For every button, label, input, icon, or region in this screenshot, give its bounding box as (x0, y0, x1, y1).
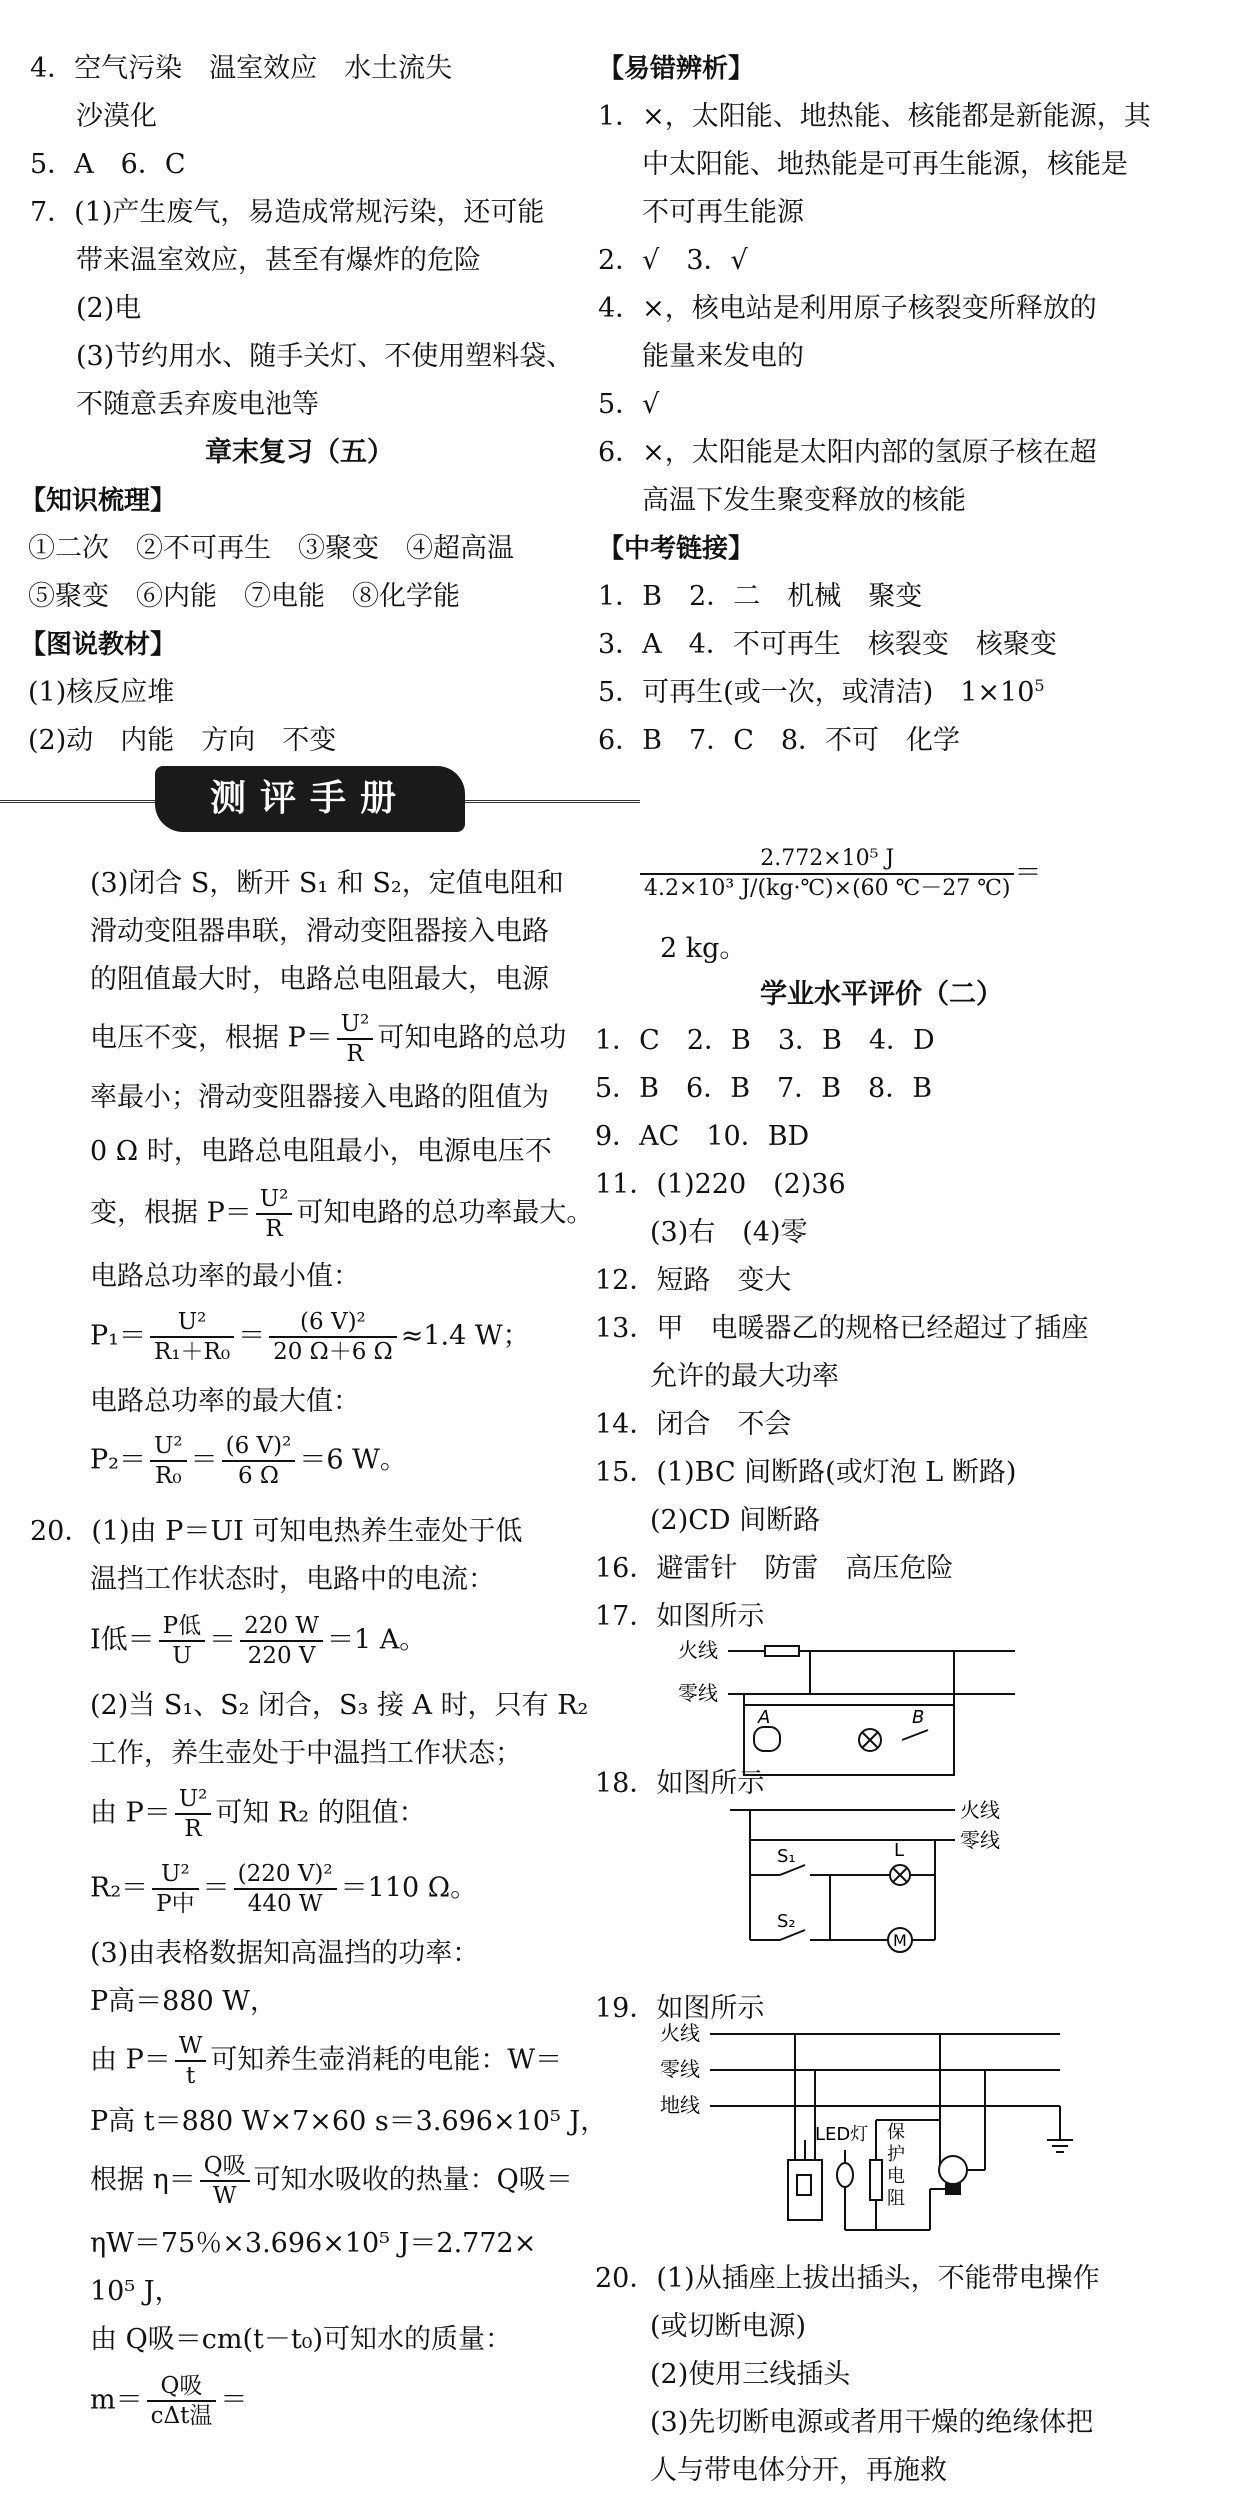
eval-20-2: (2)使用三线插头 (650, 2359, 851, 2390)
answer-4: 4．空气污染 温室效应 水土流失 (30, 53, 453, 84)
q19-3-line2: 滑动变阻器串联，滑动变阻器接入电路 (90, 916, 549, 947)
fig18-l-label: L (894, 1840, 905, 1861)
fig17-b-label: B (912, 1707, 925, 1728)
eval-20-1-cont: (或切断电源) (650, 2311, 807, 2342)
fig19-live-label: 火线 (660, 2021, 700, 2045)
fig18-m-label: M (893, 1931, 907, 1950)
answer-7-2: (2)电 (76, 293, 142, 324)
q19-3-line4: 电压不变，根据 P＝ $\frac{\text{U²}}{R}$ 可知电路的总功 (90, 1011, 567, 1067)
q19-3-line3: 的阻值最大时，电路总电阻最大，电源 (90, 964, 549, 995)
eval-20-3-cont: 人与带电体分开，再施救 (650, 2455, 947, 2486)
error-1-cont2: 不可再生能源 (642, 197, 804, 228)
fig19-res-4: 阻 (887, 2188, 905, 2209)
figure-18-circuit (720, 1800, 1040, 1960)
eval-17: 17．如图所示 (595, 1601, 765, 1632)
q20-2-line2: 工作，养生壶处于中温挡工作状态； (90, 1738, 522, 1769)
eval-11: 11．(1)220 (2)36 (595, 1169, 846, 1200)
q19-3-line7: 变，根据 P＝ $\frac{\text{U²}}{R}$ 可知电路的总功率最大。 (90, 1186, 594, 1242)
section-banner: 测评手册 (155, 766, 465, 832)
q20-1-line2: 温挡工作状态时，电路中的电流： (90, 1564, 495, 1595)
q19-3-line5: 率最小；滑动变阻器接入电路的阻值为 (90, 1082, 549, 1113)
q20-3-line7: 10⁵ J， (90, 2276, 182, 2307)
current-formula: I低＝ $\frac{\text{P低}}{U}$ ＝ $\frac{220 W}{220 V}$ ＝1 A。 (90, 1613, 427, 1669)
answer-7-3: (3)节约用水、随手关灯、不使用塑料袋、 (76, 341, 574, 372)
led-icon (837, 2163, 853, 2187)
fig18-neutral-label: 零线 (960, 1828, 1000, 1852)
q20-3-line1: (3)由表格数据知高温挡的功率： (90, 1938, 480, 1969)
evaluation-title: 学业水平评价（二） (760, 979, 1003, 1010)
exam-line-1: 1．B 2．二 机械 聚变 (598, 581, 923, 612)
fig17-neutral-label: 零线 (678, 1681, 718, 1705)
fig19-res-2: 护 (887, 2144, 905, 2165)
exam-line-3: 5．可再生(或一次，或清洁) $1\times 10^5$ (598, 676, 1045, 708)
exam-line-4: 6．B 7．C 8．不可 化学 (598, 725, 961, 756)
eval-16: 16．避雷针 防雷 高压危险 (595, 1553, 954, 1584)
error-6-cont: 高温下发生聚变释放的核能 (642, 485, 966, 516)
fig19-res-3: 电 (887, 2166, 905, 2187)
knowledge-line-2: ⑤聚变 ⑥内能 ⑦电能 ⑧化学能 (28, 581, 460, 612)
error-4: 4．×，核电站是利用原子核裂变所释放的 (598, 293, 1097, 324)
knowledge-heading: 【知识梳理】 (20, 486, 177, 516)
fuse-icon (765, 1646, 799, 1656)
eval-18: 18．如图所示 (595, 1768, 765, 1799)
q20-2-line3: 由 P＝ $\frac{\text{U²}}{R}$ 可知 R₂ 的阻值： (90, 1786, 426, 1842)
knowledge-line-1: ①二次 ②不可再生 ③聚变 ④超高温 (28, 533, 514, 564)
fig17-live-label: 火线 (678, 1638, 718, 1662)
exam-line-2: 3．A 4．不可再生 核裂变 核聚变 (598, 629, 1057, 660)
min-power-label: 电路总功率的最小值： (90, 1261, 360, 1292)
eval-14: 14．闭合 不会 (595, 1409, 792, 1440)
figure-19-circuit (655, 2020, 1095, 2250)
q20-3-line5: 根据 η＝ $\frac{\text{Q吸}}{W}$ 可知水吸收的热量：Q吸＝ (90, 2153, 573, 2209)
max-power-label: 电路总功率的最大值： (90, 1386, 360, 1417)
textbook-heading: 【图说教材】 (20, 630, 177, 660)
switch-icon (902, 1730, 928, 1740)
fig19-neutral-label: 零线 (660, 2057, 700, 2081)
q20-3-line4: P高 t＝880 W×7×60 s＝3.696×10⁵ J， (90, 2106, 608, 2137)
error-1-cont: 中太阳能、地热能是可再生能源，核能是 (642, 149, 1128, 180)
resistance-formula: R₂＝ $\frac{\text{U²}}{\text{P中}}$ ＝ $\frac{\text{(220 V)²}}{440 W}$ ＝110 Ω。 (90, 1861, 478, 1917)
chapter-title: 章末复习（五） (205, 437, 394, 468)
fig18-s2-label: S₂ (777, 1911, 796, 1932)
answer-7-1: 7．(1)产生废气，易造成常规污染，还可能 (30, 197, 545, 228)
q20-2-line1: (2)当 S₁、S₂ 闭合，S₃ 接 A 时，只有 R₂ (90, 1690, 589, 1721)
eval-20-3: (3)先切断电源或者用干燥的绝缘体把 (650, 2407, 1094, 2438)
exam-heading: 【中考链接】 (598, 534, 755, 564)
eval-13: 13．甲 电暖器乙的规格已经超过了插座 (595, 1313, 1089, 1344)
error-4-cont: 能量来发电的 (642, 341, 804, 372)
mass-formula: m＝ $\frac{\text{Q吸}}{\text{cΔt温}}$ ＝ (90, 2373, 248, 2429)
answer-5-6: 5．A 6．C (30, 149, 186, 180)
eval-12: 12．短路 变大 (595, 1265, 792, 1296)
mass-result-fraction: $\frac{\text{2.772×10⁵ J}}{\text{4.2×10³ J/(kg·℃)×(60 ℃－27 ℃)}}$ ＝ (640, 845, 1041, 903)
answer-4-cont: 沙漠化 (76, 101, 157, 132)
fig18-live-label: 火线 (960, 1800, 1000, 1822)
eval-line-2: 5．B 6．B 7．B 8．B (595, 1073, 933, 1104)
fig19-res-1: 保 (887, 2122, 905, 2143)
textbook-line-2: (2)动 内能 方向 不变 (28, 725, 337, 756)
eval-line-3: 9．AC 10．BD (595, 1121, 810, 1152)
eval-15-cont: (2)CD 间断路 (650, 1505, 821, 1536)
error-heading: 【易错辨析】 (598, 54, 755, 84)
eval-20-1: 20．(1)从插座上拔出插头，不能带电操作 (595, 2263, 1100, 2294)
answer-7-3-cont: 不随意丢弃废电池等 (76, 389, 319, 420)
q20-1-line1: 20．(1)由 P＝UI 可知电热养生壶处于低 (30, 1516, 523, 1547)
figure-17-circuit (670, 1635, 1030, 1785)
q20-3-line6: ηW＝75％×3.696×10⁵ J＝2.772× (90, 2228, 537, 2259)
eval-19: 19．如图所示 (595, 1993, 765, 2024)
q19-3-line1: (3)闭合 S，断开 S₁ 和 S₂，定值电阻和 (90, 868, 564, 899)
error-5: 5．√ (598, 389, 660, 420)
mass-result: 2 kg。 (660, 933, 747, 964)
error-6: 6．×，太阳能是太阳内部的氢原子核在超 (598, 437, 1097, 468)
fig19-ground-label: 地线 (660, 2093, 700, 2117)
eval-15: 15．(1)BC 间断路(或灯泡 L 断路) (595, 1457, 1017, 1488)
answer-7-1-cont: 带来温室效应，甚至有爆炸的危险 (76, 245, 481, 276)
eval-11-cont: (3)右 (4)零 (650, 1217, 808, 1248)
q20-3-line3: 由 P＝ $\frac{W}{t}$ 可知养生壶消耗的电能：W＝ (90, 2033, 563, 2089)
protective-resistor-icon (870, 2160, 882, 2200)
q19-3-line6: 0 Ω 时，电路总电阻最小，电源电压不 (90, 1136, 552, 1167)
q20-3-line2: P高＝880 W， (90, 1986, 278, 2017)
fig17-a-label: A (758, 1707, 771, 1728)
q20-3-line8: 由 Q吸＝cm(t－t₀)可知水的质量： (90, 2324, 513, 2355)
eval-line-1: 1．C 2．B 3．B 4．D (595, 1025, 935, 1056)
error-1: 1．×，太阳能、地热能、核能都是新能源，其 (598, 101, 1151, 132)
fig18-s1-label: S₁ (777, 1846, 796, 1867)
eval-13-cont: 允许的最大功率 (650, 1361, 839, 1392)
socket-icon (754, 1727, 780, 1751)
fig19-led-label: LED灯 (815, 2124, 869, 2145)
max-power-formula: P₂＝ $\frac{\text{U²}}{\text{R₀}}$ ＝ $\frac{\text{(6 V)²}}{6 \Omega}$ ＝6 W。 (90, 1433, 407, 1489)
min-power-formula: P₁＝ $\frac{\text{U²}}{\text{R₁＋R₀}}$ ＝ $\frac{\text{(6 V)²}}{20 \Omega+6 \Omega}$ ≈1.4 W； (90, 1309, 530, 1365)
error-2-3: 2．√ 3．√ (598, 245, 748, 276)
textbook-line-1: (1)核反应堆 (28, 677, 175, 708)
